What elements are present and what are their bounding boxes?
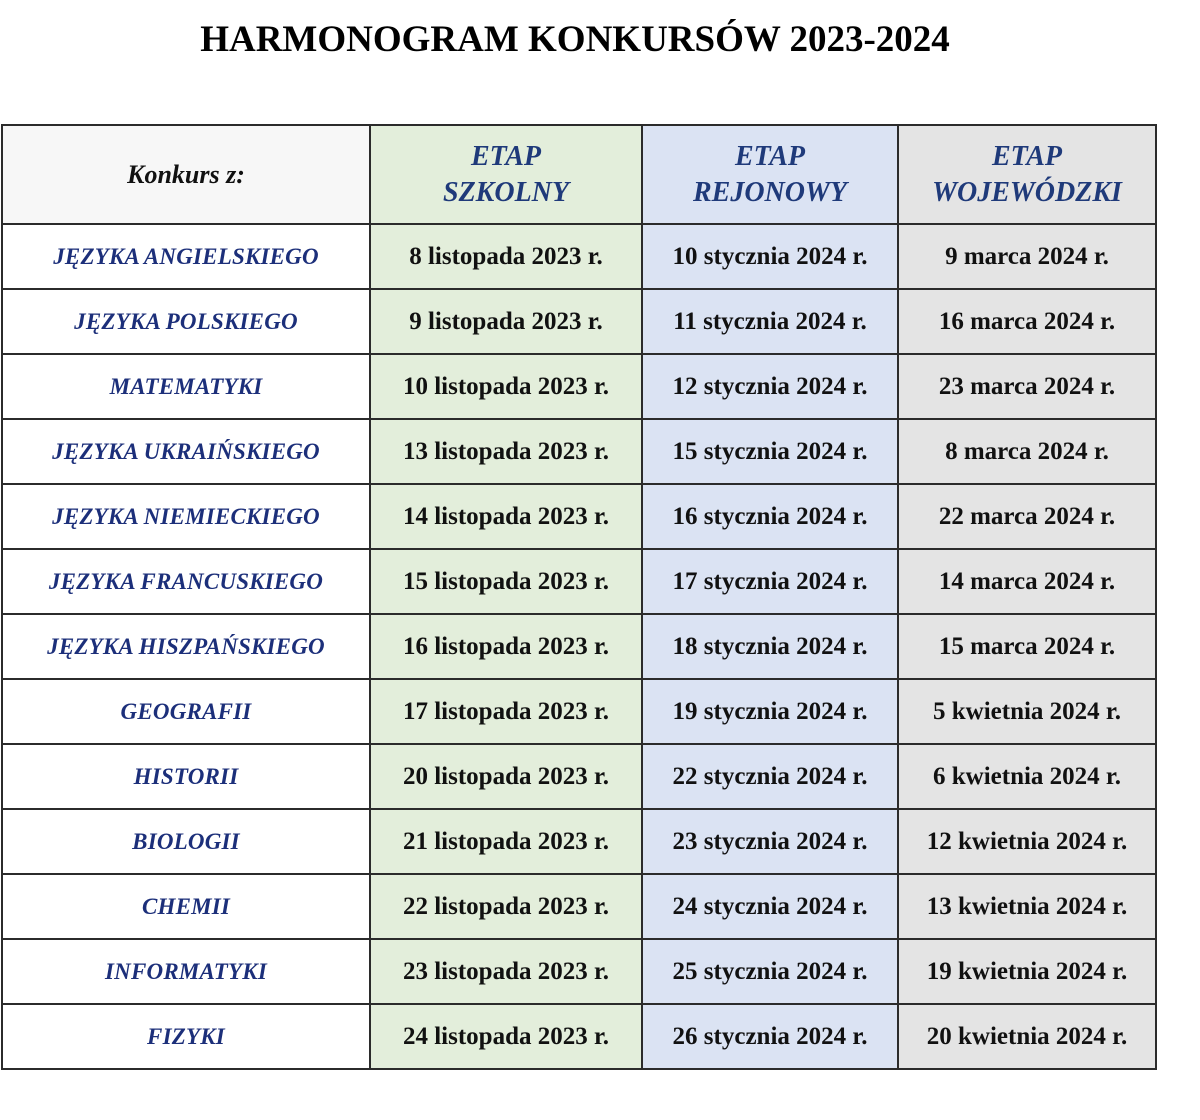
- school-stage-date: 13 listopada 2023 r.: [370, 419, 642, 484]
- header-subject-label: Konkurs z:: [127, 159, 245, 189]
- table-row: [2, 1004, 1156, 1069]
- table-row: [2, 939, 1156, 1004]
- regional-stage-date: 19 stycznia 2024 r.: [642, 679, 898, 744]
- school-stage-date: 9 listopada 2023 r.: [370, 289, 642, 354]
- voivodeship-stage-date: 6 kwietnia 2024 r.: [898, 744, 1156, 809]
- subject-cell: JĘZYKA HISZPAŃSKIEGO: [2, 614, 370, 679]
- voivodeship-stage-date: 5 kwietnia 2024 r.: [898, 679, 1156, 744]
- voivodeship-stage-date: 9 marca 2024 r.: [898, 224, 1156, 289]
- voivodeship-stage-date: 13 kwietnia 2024 r.: [898, 874, 1156, 939]
- school-stage-date: 20 listopada 2023 r.: [370, 744, 642, 809]
- header-stage-school-line2: SZKOLNY: [443, 176, 569, 208]
- header-stage-school-line1: ETAP: [470, 140, 541, 172]
- header-stage-regional-line1: ETAP: [734, 140, 805, 172]
- header-stage-regional-line2: REJONOWY: [692, 176, 847, 208]
- subject-cell: HISTORII: [2, 744, 370, 809]
- school-stage-date: 10 listopada 2023 r.: [370, 354, 642, 419]
- subject-cell: JĘZYKA UKRAIŃSKIEGO: [2, 419, 370, 484]
- school-stage-date: 15 listopada 2023 r.: [370, 549, 642, 614]
- table-row: [2, 419, 1156, 484]
- table-row: [2, 874, 1156, 939]
- voivodeship-stage-date: 23 marca 2024 r.: [898, 354, 1156, 419]
- voivodeship-stage-date: 16 marca 2024 r.: [898, 289, 1156, 354]
- subject-cell: MATEMATYKI: [2, 354, 370, 419]
- regional-stage-date: 24 stycznia 2024 r.: [642, 874, 898, 939]
- school-stage-date: 17 listopada 2023 r.: [370, 679, 642, 744]
- subject-cell: GEOGRAFII: [2, 679, 370, 744]
- table-row: [2, 744, 1156, 809]
- school-stage-date: 24 listopada 2023 r.: [370, 1004, 642, 1069]
- regional-stage-date: 16 stycznia 2024 r.: [642, 484, 898, 549]
- subject-cell: FIZYKI: [2, 1004, 370, 1069]
- table-row: [2, 614, 1156, 679]
- subject-cell: INFORMATYKI: [2, 939, 370, 1004]
- voivodeship-stage-date: 19 kwietnia 2024 r.: [898, 939, 1156, 1004]
- table-row: [2, 484, 1156, 549]
- header-stage-voivodeship: [898, 125, 1156, 224]
- regional-stage-date: 23 stycznia 2024 r.: [642, 809, 898, 874]
- voivodeship-stage-date: 14 marca 2024 r.: [898, 549, 1156, 614]
- regional-stage-date: 12 stycznia 2024 r.: [642, 354, 898, 419]
- school-stage-date: 16 listopada 2023 r.: [370, 614, 642, 679]
- table-row: [2, 354, 1156, 419]
- regional-stage-date: 15 stycznia 2024 r.: [642, 419, 898, 484]
- header-subject: [2, 125, 370, 224]
- regional-stage-date: 10 stycznia 2024 r.: [642, 224, 898, 289]
- regional-stage-date: 17 stycznia 2024 r.: [642, 549, 898, 614]
- header-stage-voivodeship-line1: ETAP: [991, 140, 1062, 172]
- voivodeship-stage-date: 8 marca 2024 r.: [898, 419, 1156, 484]
- page-title: HARMONOGRAM KONKURSÓW 2023-2024: [200, 19, 950, 60]
- subject-cell: JĘZYKA ANGIELSKIEGO: [2, 224, 370, 289]
- header-stage-school: [370, 125, 642, 224]
- subject-cell: JĘZYKA NIEMIECKIEGO: [2, 484, 370, 549]
- header-stage-voivodeship-line2: WOJEWÓDZKI: [932, 176, 1122, 208]
- school-stage-date: 8 listopada 2023 r.: [370, 224, 642, 289]
- table-row: [2, 679, 1156, 744]
- school-stage-date: 22 listopada 2023 r.: [370, 874, 642, 939]
- subject-cell: CHEMII: [2, 874, 370, 939]
- header-stage-regional: [642, 125, 898, 224]
- regional-stage-date: 22 stycznia 2024 r.: [642, 744, 898, 809]
- header-row: [2, 125, 1156, 224]
- voivodeship-stage-date: 15 marca 2024 r.: [898, 614, 1156, 679]
- regional-stage-date: 18 stycznia 2024 r.: [642, 614, 898, 679]
- table-row: [2, 289, 1156, 354]
- subject-cell: JĘZYKA POLSKIEGO: [2, 289, 370, 354]
- voivodeship-stage-date: 22 marca 2024 r.: [898, 484, 1156, 549]
- table-row: [2, 549, 1156, 614]
- school-stage-date: 21 listopada 2023 r.: [370, 809, 642, 874]
- regional-stage-date: 11 stycznia 2024 r.: [642, 289, 898, 354]
- competition-schedule-table: [1, 124, 1157, 1070]
- table-row: [2, 809, 1156, 874]
- school-stage-date: 14 listopada 2023 r.: [370, 484, 642, 549]
- subject-cell: JĘZYKA FRANCUSKIEGO: [2, 549, 370, 614]
- regional-stage-date: 25 stycznia 2024 r.: [642, 939, 898, 1004]
- table-row: [2, 224, 1156, 289]
- subject-cell: BIOLOGII: [2, 809, 370, 874]
- voivodeship-stage-date: 12 kwietnia 2024 r.: [898, 809, 1156, 874]
- school-stage-date: 23 listopada 2023 r.: [370, 939, 642, 1004]
- regional-stage-date: 26 stycznia 2024 r.: [642, 1004, 898, 1069]
- voivodeship-stage-date: 20 kwietnia 2024 r.: [898, 1004, 1156, 1069]
